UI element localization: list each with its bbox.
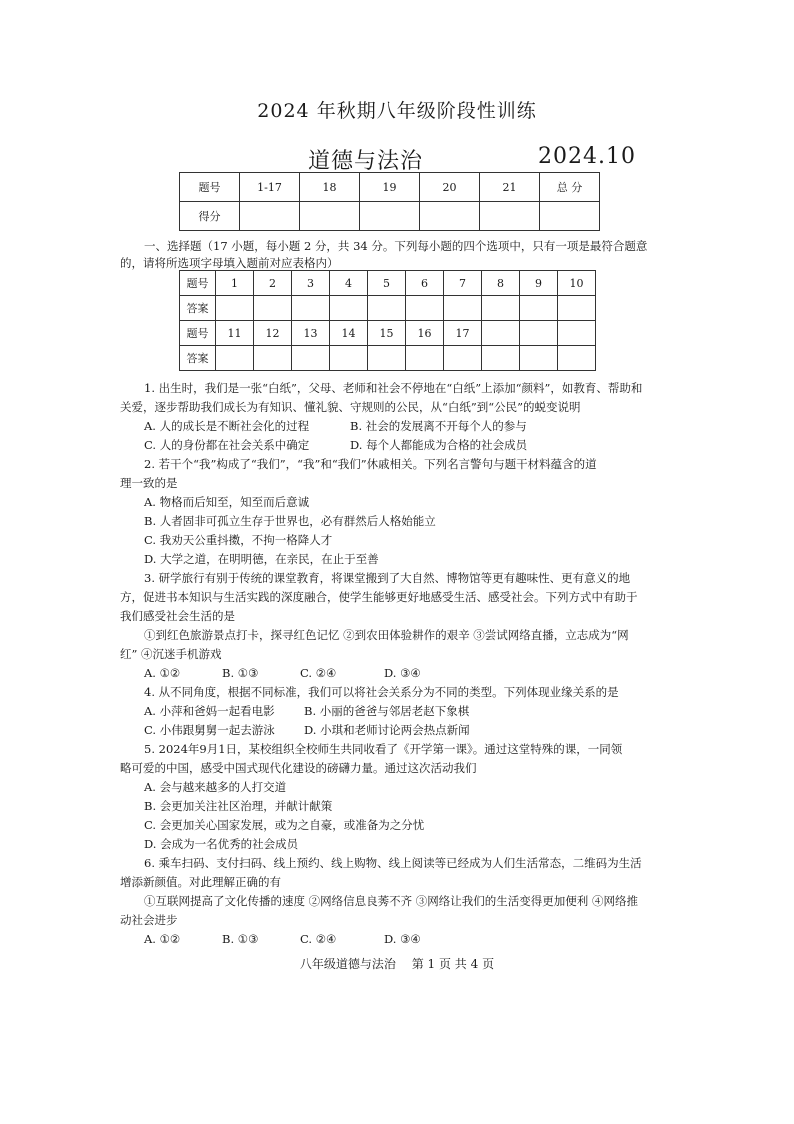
answer-cell[interactable] — [558, 346, 596, 371]
q6-stem-line: 动社会进步 — [120, 913, 178, 927]
option-a[interactable]: A. ①② — [144, 932, 181, 946]
option-c[interactable]: C. ②④ — [300, 666, 337, 680]
option-d[interactable]: D. ③④ — [384, 666, 421, 680]
option-a[interactable]: A. ①② — [144, 666, 181, 680]
score-col: 总 分 — [540, 173, 600, 202]
q2-stem-line: 理一致的是 — [120, 476, 178, 490]
score-table — [179, 172, 600, 231]
score-table-header-row — [180, 173, 600, 202]
option-d[interactable]: D. ③④ — [384, 932, 421, 946]
answer-table-qrow — [180, 271, 596, 296]
option-c[interactable]: C. 我劝天公重抖擞，不拘一格降人才 — [144, 533, 333, 547]
answer-cell[interactable] — [444, 296, 482, 321]
q3-stem-line: 红” ④沉迷手机游戏 — [120, 647, 222, 661]
question-number: 13 — [292, 321, 330, 346]
question-number: 7 — [444, 271, 482, 296]
answer-table-a-label: 答案 — [180, 296, 216, 321]
q2-stem-line: 2. 若干个“我”构成了“我们”，“我”和“我们”休戚相关。下列名言警句与题干材料蕴含的道 — [144, 457, 597, 471]
page-footer: 八年级道德与法治 第 1 页 共 4 页 — [299, 957, 495, 971]
answer-table-arow — [180, 296, 596, 321]
score-col: 21 — [480, 173, 540, 202]
q1-stem-line: 关爱，逐步帮助我们成长为有知识、懂礼貌、守规则的公民，从“白纸”到“公民”的蜕变说明 — [120, 400, 581, 414]
exam-date: 2024.10 — [538, 144, 636, 169]
score-cell[interactable] — [240, 202, 300, 231]
q4-options-row — [144, 703, 469, 719]
answer-cell[interactable] — [368, 346, 406, 371]
score-cell[interactable] — [360, 202, 420, 231]
q6-stem-line: ①互联网提高了文化传播的速度 ②网络信息良莠不齐 ③网络让我们的生活变得更加便利 ④网络推 — [144, 894, 638, 908]
answer-cell[interactable] — [216, 296, 254, 321]
option-c[interactable]: C. 人的身份都在社会关系中确定 — [144, 438, 310, 452]
option-a[interactable]: A. 会与越来越多的人打交道 — [144, 780, 287, 794]
question-number: 12 — [254, 321, 292, 346]
score-cell[interactable] — [540, 202, 600, 231]
score-cell[interactable] — [480, 202, 540, 231]
option-b[interactable]: B. 社会的发展离不开每个人的参与 — [350, 419, 527, 433]
answer-cell[interactable] — [216, 346, 254, 371]
option-b[interactable]: B. 会更加关注社区治理，并献计献策 — [144, 799, 333, 813]
score-col: 19 — [360, 173, 420, 202]
answer-cell[interactable] — [368, 296, 406, 321]
question-number — [520, 321, 558, 346]
question-number — [558, 321, 596, 346]
option-d[interactable]: D. 小琪和老师讨论两会热点新闻 — [304, 723, 470, 737]
answer-cell[interactable] — [444, 346, 482, 371]
q3-options-row — [144, 665, 421, 681]
score-cell[interactable] — [420, 202, 480, 231]
question-number: 8 — [482, 271, 520, 296]
q1-stem-line: 1. 出生时，我们是一张“白纸”，父母、老师和社会不停地在“白纸”上添加“颜料”，如教育、帮助和 — [144, 381, 643, 395]
option-c[interactable]: C. 会更加关心国家发展，或为之自豪，或准备为之分忧 — [144, 818, 425, 832]
answer-table-q-label: 题号 — [180, 271, 216, 296]
option-d[interactable]: D. 大学之道，在明明德，在亲民，在止于至善 — [144, 552, 379, 566]
option-c[interactable]: C. ②④ — [300, 932, 337, 946]
answer-cell[interactable] — [330, 296, 368, 321]
answer-cell[interactable] — [406, 346, 444, 371]
option-d[interactable]: D. 每个人都能成为合格的社会成员 — [350, 438, 528, 452]
score-table-score-row — [180, 202, 600, 231]
q5-stem-line: 略可爱的中国，感受中国式现代化建设的磅礴力量。通过这次活动我们 — [120, 761, 477, 775]
question-number: 16 — [406, 321, 444, 346]
option-b[interactable]: B. 人者固非可孤立生存于世界也，必有群然后人格始能立 — [144, 514, 436, 528]
option-a[interactable]: A. 人的成长是不断社会化的过程 — [144, 419, 310, 433]
score-row-label: 得分 — [180, 202, 240, 231]
answer-cell[interactable] — [520, 296, 558, 321]
q3-stem-line: 我们感受社会生活的是 — [120, 609, 235, 623]
option-c[interactable]: C. 小伟跟舅舅一起去游泳 — [144, 723, 275, 737]
subject-title: 道德与法治 — [308, 149, 424, 174]
q1-options-row — [144, 437, 527, 453]
section1-intro-line2: 的，请将所选项字母填入题前对应表格内） — [120, 256, 339, 270]
q3-stem-line: 3. 研学旅行有别于传统的课堂教育，将课堂搬到了大自然、博物馆等更有趣味性、更有意义的地 — [144, 571, 631, 585]
question-number: 4 — [330, 271, 368, 296]
answer-table — [179, 270, 596, 371]
page-title: 2024 年秋期八年级阶段性训练 — [257, 100, 537, 122]
answer-cell[interactable] — [558, 296, 596, 321]
score-table-label: 题号 — [180, 173, 240, 202]
q5-stem-line: 5. 2024年9月1日，某校组织全校师生共同收看了《开学第一课》。通过这堂特殊的课，一同领 — [144, 742, 623, 756]
question-number: 1 — [216, 271, 254, 296]
section1-intro-line1: 一、选择题（17 小题，每小题 2 分，共 34 分。下列每小题的四个选项中，只有一项是最符合题意 — [144, 239, 648, 253]
option-a[interactable]: A. 小萍和爸妈一起看电影 — [144, 704, 275, 718]
question-number: 10 — [558, 271, 596, 296]
answer-cell[interactable] — [406, 296, 444, 321]
q3-stem-line: ①到红色旅游景点打卡，探寻红色记忆 ②到农田体验耕作的艰辛 ③尝试网络直播，立志成为“网 — [144, 628, 629, 642]
question-number: 14 — [330, 321, 368, 346]
answer-cell[interactable] — [254, 296, 292, 321]
answer-table-q-label: 题号 — [180, 321, 216, 346]
q1-options-row — [144, 418, 527, 434]
score-col: 1-17 — [240, 173, 300, 202]
score-col: 20 — [420, 173, 480, 202]
answer-table-qrow — [180, 321, 596, 346]
answer-cell[interactable] — [520, 346, 558, 371]
question-number: 17 — [444, 321, 482, 346]
question-number: 15 — [368, 321, 406, 346]
answer-cell[interactable] — [482, 346, 520, 371]
question-number: 5 — [368, 271, 406, 296]
q6-stem-line: 6. 乘车扫码、支付扫码、线上预约、线上购物、线上阅读等已经成为人们生活常态，二维码为生活 — [144, 856, 642, 870]
answer-table-arow — [180, 346, 596, 371]
answer-cell[interactable] — [292, 296, 330, 321]
score-col: 18 — [300, 173, 360, 202]
q3-stem-line: 方，促进书本知识与生活实践的深度融合，使学生能够更好地感受生活、感受社会。下列方式中有助于 — [120, 590, 638, 604]
q6-stem-line: 增添新颜值。对此理解正确的有 — [120, 875, 281, 889]
option-b[interactable]: B. ①③ — [222, 666, 259, 680]
question-number: 9 — [520, 271, 558, 296]
option-a[interactable]: A. 物格而后知至，知至而后意诚 — [144, 495, 310, 509]
answer-cell[interactable] — [482, 296, 520, 321]
option-d[interactable]: D. 会成为一名优秀的社会成员 — [144, 837, 299, 851]
question-number: 11 — [216, 321, 254, 346]
score-cell[interactable] — [300, 202, 360, 231]
answer-cell[interactable] — [292, 346, 330, 371]
answer-cell[interactable] — [254, 346, 292, 371]
option-b[interactable]: B. ①③ — [222, 932, 259, 946]
q6-options-row — [144, 931, 421, 947]
question-number — [482, 321, 520, 346]
question-number: 6 — [406, 271, 444, 296]
question-number: 2 — [254, 271, 292, 296]
answer-table-a-label: 答案 — [180, 346, 216, 371]
q4-options-row — [144, 722, 470, 738]
option-b[interactable]: B. 小丽的爸爸与邻居老赵下象棋 — [304, 704, 470, 718]
q4-stem-line: 4. 从不同角度，根据不同标准，我们可以将社会关系分为不同的类型。下列体现业缘关系的是 — [144, 685, 619, 699]
question-number: 3 — [292, 271, 330, 296]
answer-cell[interactable] — [330, 346, 368, 371]
